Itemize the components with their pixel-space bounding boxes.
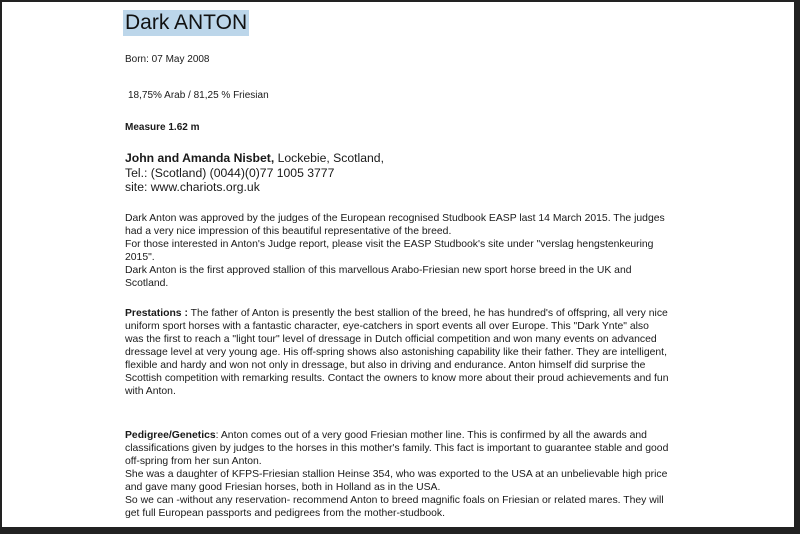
pedigree-section <box>125 429 670 520</box>
website: site: www.chariots.org.uk <box>125 180 260 194</box>
contact-line <box>125 151 384 166</box>
document-title[interactable]: Dark ANTON <box>125 11 248 34</box>
document-page <box>125 10 670 519</box>
intro-paragraph: Dark Anton is the first approved stallion of this marvellous Arabo-Friesian new sport horse breed in the UK and Scotland. <box>125 265 632 289</box>
owner-name: John and Amanda Nisbet, <box>125 151 275 165</box>
breed-ratio: 18,75% Arab / 81,25 % Friesian <box>128 90 269 101</box>
prestations-label: Prestations : <box>125 308 188 319</box>
pedigree-text: : Anton comes out of a very good Friesian mother line. This is confirmed by all the awards and classifications given by judges to the horses in this mother's family. This fact is important to guarantee stable and good off-spring from her sun Anton. <box>125 430 669 467</box>
intro-section <box>125 212 670 290</box>
prestations-section <box>125 307 670 398</box>
prestations-text: The father of Anton is presently the best stallion of the breed, he has hundred's of offspring, all very nice uniform sport horses with a fantastic character, eye-catchers in sport events all over Europe. This "Dark Ynte" also was the first to reach a "light tour" level of dressage in Dutch official competition and won many events on advanced dressage level at very young age. His off-spring shows also astonishing capability like their father. They are intelligent, flexible and hardy and won not only in dressage, but also in driving and endurance. Anton himself did surprise the Scottish competition with remarking results. Contact the owners to know more about their proud achievements and fun with Anton. <box>125 308 669 397</box>
intro-paragraph: Dark Anton was approved by the judges of the European recognised Studbook EASP last 14 March 2015. The judges had a very nice impression of this beautiful representative of the breed. <box>125 213 665 237</box>
pedigree-label: Pedigree/Genetics <box>125 430 216 441</box>
birth-date: Born: 07 May 2008 <box>125 54 210 65</box>
pedigree-paragraph: So we can -without any reservation- recommend Anton to breed magnific foals on Friesian or related mares. They will get full European passports and pedigrees from the mother-studbook. <box>125 495 664 519</box>
intro-paragraph: For those interested in Anton's Judge report, please visit the EASP Studbook's site under "verslag hengstenkeuring 2015". <box>125 239 654 263</box>
owner-location: Lockebie, Scotland, <box>274 151 384 165</box>
contact-block <box>125 151 384 195</box>
measure: Measure 1.62 m <box>125 122 200 133</box>
pedigree-paragraph <box>125 429 670 468</box>
phone-number: Tel.: (Scotland) (0044)(0)77 1005 3777 <box>125 165 335 180</box>
pedigree-paragraph: She was a daughter of KFPS-Friesian stallion Heinse 354, who was exported to the USA at an unbelievable high price and gave many good Friesian horses, both in Holland as in the USA. <box>125 469 668 493</box>
prestations-paragraph <box>125 307 670 398</box>
